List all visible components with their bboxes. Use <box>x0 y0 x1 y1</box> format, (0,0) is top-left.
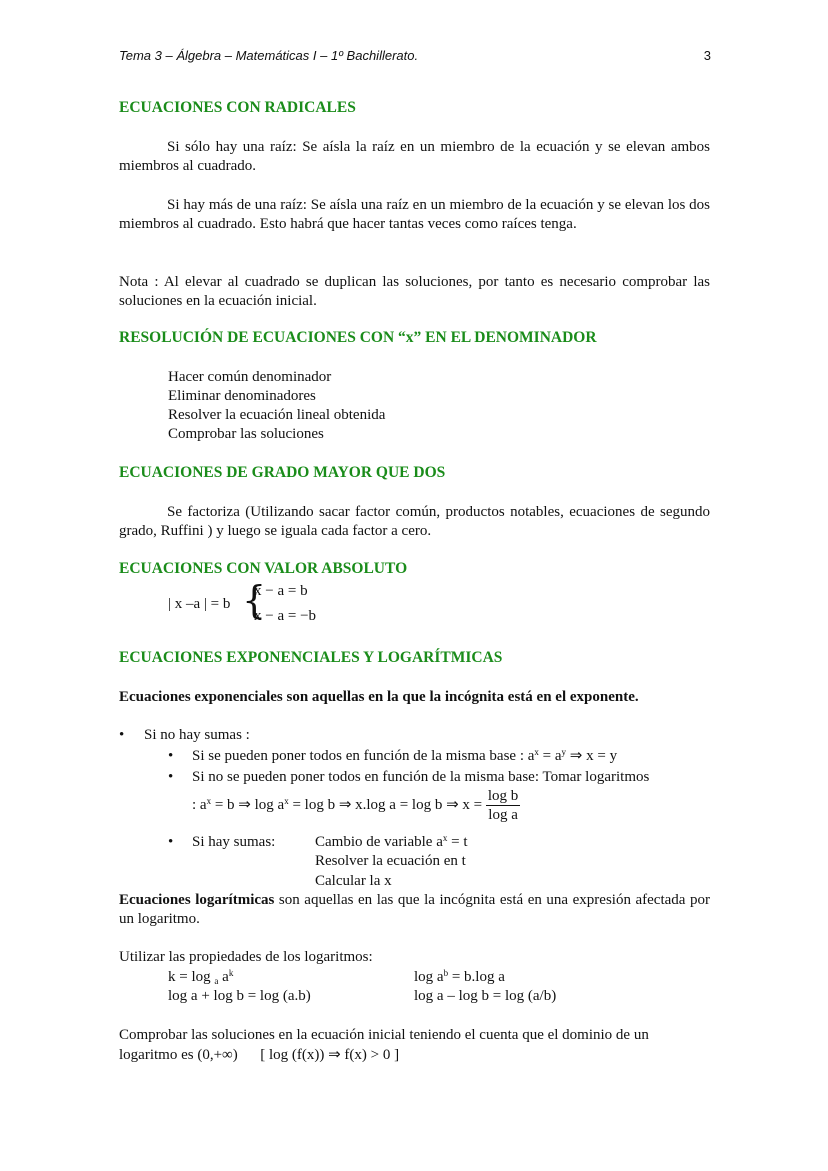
step-item: Hacer común denominador <box>168 369 332 385</box>
property-2: $\log a^b = b.\log$ a <box>414 968 505 985</box>
heading-absoluto: ECUACIONES CON VALOR ABSOLUTO <box>119 560 408 577</box>
paragraph-mas-raices: Si hay más de una raíz: Se aísla una raíz en un miembro de la ecuación y se elevan los dos miembros al cuadrado. Esto habrá que hacer tantas veces como raíces tenga. <box>119 197 710 232</box>
log-derivation: : $a^x = b$ ⇒ $\log a^x = \log b$ ⇒ x.log a = log b ⇒ x = $\frac{\text{log b}}{\text{log a}}$ <box>192 788 519 823</box>
propiedades-label: Utilizar las propiedades de los logaritmos: <box>119 949 373 965</box>
property-3: log a + log b = log (a.b) <box>168 988 311 1004</box>
step-item: Eliminar denominadores <box>168 388 316 404</box>
heading-radicales: ECUACIONES CON RADICALES <box>119 99 356 116</box>
bullet-icon: • <box>168 748 174 764</box>
left-brace-icon: { <box>242 578 267 622</box>
property-1: k = log $_a$ $a^k$ <box>168 968 234 986</box>
paragraph-una-raiz: Si sólo hay una raíz: Se aísla la raíz en un miembro de la ecuación y se elevan ambos miembros al cuadrado. <box>119 139 710 174</box>
definition-logaritmica: Ecuaciones logarítmicas son aquellas en las que la incógnita está en una expresión afectada por un logaritmo. <box>119 892 710 927</box>
definition-exponencial: Ecuaciones exponenciales son aquellas en la que la incógnita está en el exponente. <box>119 689 639 705</box>
fraction-denominator: log a <box>488 807 518 823</box>
property-4: log a – log b = log (a/b) <box>414 988 557 1004</box>
misma-base-line: Si se pueden poner todos en función de la misma base : $a^x = a^y$ ⇒ x = y <box>192 747 618 764</box>
dominio-line-2: logaritmo es (0,+∞) [ log (f(x)) ⇒ f(x) > 0 ] <box>119 1047 400 1063</box>
fraction-numerator: log b <box>487 788 519 804</box>
abs-lhs: | x –a | = b <box>168 596 231 612</box>
bullet-icon: • <box>119 727 125 743</box>
step-item: Resolver la ecuación lineal obtenida <box>168 407 386 423</box>
heading-explog: ECUACIONES EXPONENCIALES Y LOGARÍTMICAS <box>119 649 503 666</box>
sumas-step-3: Calcular la x <box>315 873 392 889</box>
fraction <box>486 787 520 824</box>
no-sumas-label: Si no hay sumas : <box>144 727 250 743</box>
sumas-step-1: Cambio de variable $a^x = t$ <box>315 833 468 850</box>
bullet-icon: • <box>168 834 174 850</box>
page-header <box>119 48 711 63</box>
hay-sumas-label: Si hay sumas: <box>192 834 276 850</box>
header-title: Tema 3 – Álgebra – Matemáticas I – 1º Bachillerato. <box>119 48 419 63</box>
abs-case-2: x − a = −b <box>254 608 317 624</box>
paragraph-factoriza: Se factoriza (Utilizando sacar factor común, productos notables, ecuaciones de segundo grado, Ruffini ) y luego se iguala cada factor a cero. <box>119 504 710 539</box>
heading-grado: ECUACIONES DE GRADO MAYOR QUE DOS <box>119 464 446 481</box>
step-item: Comprobar las soluciones <box>168 426 324 442</box>
page-number: 3 <box>703 48 711 63</box>
abs-case-1: x − a = b <box>254 583 308 599</box>
paragraph-nota: Nota : Al elevar al cuadrado se duplican las soluciones, por tanto es necesario comprobar las soluciones en la ecuación inicial. <box>119 274 710 309</box>
heading-denominador: RESOLUCIÓN DE ECUACIONES CON “x” EN EL DENOMINADOR <box>119 329 597 346</box>
dominio-line-1: Comprobar las soluciones en la ecuación inicial teniendo el cuenta que el dominio de un <box>119 1027 649 1043</box>
steps-list <box>168 368 385 444</box>
sumas-step-2: Resolver la ecuación en t <box>315 853 466 869</box>
no-misma-base-line: Si no se pueden poner todos en función de la misma base: Tomar logaritmos <box>192 769 650 785</box>
bullet-icon: • <box>168 769 174 785</box>
